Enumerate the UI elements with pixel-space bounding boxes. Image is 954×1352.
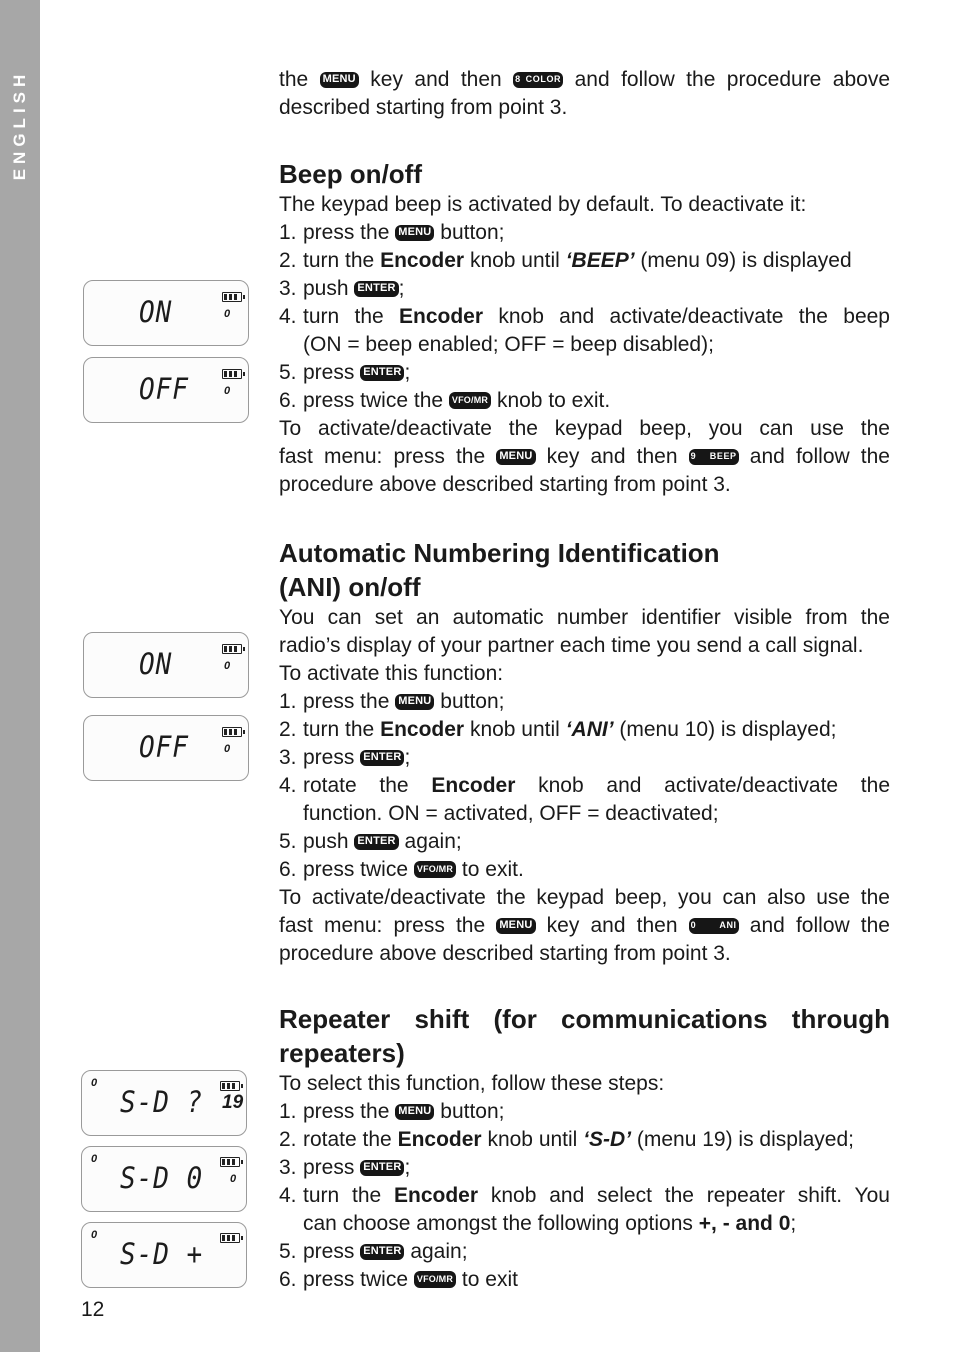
lcd-text: S-D ? (120, 1085, 204, 1119)
repeater-heading-line-1: Repeater shift (for communications through (279, 1004, 890, 1034)
menu-key-icon: MENU (395, 694, 434, 710)
beep-key-icon: 9 BEEP (689, 449, 739, 465)
lcd-indicator: 0 (230, 1173, 237, 1185)
enter-key-icon: ENTER (360, 1244, 404, 1260)
beep-step-1: 1. press the MENU button; (279, 221, 505, 244)
menu-key-icon: MENU (496, 918, 535, 934)
repeater-step-2: 2. rotate the Encoder knob until ‘S-D’ (menu 19) is displayed; (279, 1128, 854, 1151)
beep-step-4: 4. turn the Encoder knob and activate/deactivate the beep (ON = beep enabled; OFF = beep disabled); (279, 305, 890, 356)
ani-step-4: 4. rotate the Encoder knob and activate/deactivate the function. ON = activated, OFF = deactivated; (279, 774, 890, 825)
ani-fast-line-3: procedure above described starting from point 3. (279, 942, 731, 965)
lcd-indicator: 0 (91, 1229, 98, 1241)
repeater-heading-line-2: repeaters) (279, 1038, 405, 1068)
battery-icon (222, 727, 242, 737)
enter-key-icon: ENTER (354, 281, 398, 297)
lcd-text: S-D + (120, 1237, 204, 1271)
ani-fast-line-1: To activate/deactivate the keypad beep, you can also use the (279, 886, 890, 909)
ani-key-icon: 0 ANI (689, 918, 739, 934)
lcd-sd-zero (81, 1146, 247, 1212)
beep-fast-line-1: To activate/deactivate the keypad beep, you can use the (279, 417, 890, 440)
repeater-step-5: 5. press ENTER again; (279, 1240, 468, 1263)
lcd-ani-on (83, 632, 249, 698)
battery-icon (222, 292, 242, 302)
color-key-icon: 8 COLOR (513, 72, 563, 88)
menu-key-icon: MENU (395, 1104, 434, 1120)
lcd-indicator: 0 (91, 1077, 98, 1089)
beep-heading: Beep on/off (279, 159, 422, 189)
beep-intro: The keypad beep is activated by default. To deactivate it: (279, 193, 807, 216)
beep-step-3: 3. push ENTER ; (279, 277, 405, 300)
menu-key-icon: MENU (320, 72, 359, 88)
vfo-mr-key-icon: VFO/MR (449, 392, 491, 409)
lcd-ani-off (83, 715, 249, 781)
beep-step-6: 6. press twice the VFO/MR knob to exit. (279, 389, 611, 412)
ani-step-2: 2. turn the Encoder knob until ‘ANI’ (menu 10) is displayed; (279, 718, 837, 741)
ani-para-line-2: radio’s display of your partner each time you send a call signal. (279, 634, 864, 657)
lcd-indicator: 0 (224, 743, 231, 755)
lcd-text: S-D 0 (120, 1161, 204, 1195)
lcd-text: ON (139, 647, 173, 681)
ani-para-line-3: To activate this function: (279, 662, 504, 685)
repeater-step-3: 3. press ENTER ; (279, 1156, 411, 1179)
beep-step-2: 2. turn the Encoder knob until ‘BEEP’ (menu 09) is displayed (279, 249, 852, 272)
intro-line-2: described starting from point 3. (279, 96, 568, 119)
beep-section (279, 157, 890, 499)
enter-key-icon: ENTER (360, 365, 404, 381)
lcd-sd-plus (81, 1222, 247, 1288)
lcd-indicator: 0 (224, 660, 231, 672)
lcd-indicator: 0 (91, 1153, 98, 1165)
lcd-indicator: 0 (224, 308, 231, 320)
battery-icon (220, 1081, 240, 1091)
ani-step-6: 6. press twice VFO/MR to exit. (279, 858, 524, 881)
beep-fast-line-3: procedure above described starting from point 3. (279, 473, 731, 496)
enter-key-icon: ENTER (360, 750, 404, 766)
lcd-channel-number: 19 (222, 1092, 244, 1113)
beep-fast-line-2: fast menu: press the MENU key and then 9 BEEP and follow the (279, 445, 890, 468)
lcd-text: ON (139, 295, 173, 329)
ani-fast-line-2: fast menu: press the MENU key and then 0 ANI and follow the (279, 914, 890, 937)
lcd-sd-menu (81, 1070, 247, 1136)
battery-icon (220, 1233, 240, 1243)
beep-step-5: 5. press ENTER ; (279, 361, 411, 384)
enter-key-icon: ENTER (360, 1160, 404, 1176)
ani-heading-line-1: Automatic Numbering Identification (279, 538, 720, 568)
lcd-beep-on (83, 280, 249, 346)
ani-para-line-1: You can set an automatic number identifier visible from the (279, 606, 890, 629)
battery-icon (222, 369, 242, 379)
sidebar-band (0, 0, 40, 1352)
repeater-section (279, 1002, 890, 1294)
repeater-step-4: 4. turn the Encoder knob and select the repeater shift. You can choose amongst the following options +, - and 0; (279, 1184, 890, 1235)
lcd-beep-off (83, 357, 249, 423)
enter-key-icon: ENTER (354, 834, 398, 850)
menu-key-icon: MENU (496, 449, 535, 465)
vfo-mr-key-icon: VFO/MR (414, 861, 456, 878)
ani-step-3: 3. press ENTER ; (279, 746, 411, 769)
page-number: 12 (81, 1298, 105, 1321)
repeater-intro: To select this function, follow these steps: (279, 1072, 665, 1095)
battery-icon (222, 644, 242, 654)
ani-section (279, 536, 890, 968)
ani-step-1: 1. press the MENU button; (279, 690, 505, 713)
repeater-step-1: 1. press the MENU button; (279, 1100, 505, 1123)
menu-key-icon: MENU (395, 225, 434, 241)
ani-step-5: 5. push ENTER again; (279, 830, 462, 853)
intro-line-1: the MENU key and then 8 COLOR and follow the procedure above (279, 68, 891, 91)
lcd-text: OFF (139, 372, 189, 406)
intro-block (279, 66, 890, 122)
lcd-indicator: 0 (224, 385, 231, 397)
sidebar-language-label: ENGLISH (10, 69, 29, 181)
lcd-text: OFF (139, 730, 189, 764)
ani-heading-line-2: (ANI) on/off (279, 572, 421, 602)
vfo-mr-key-icon: VFO/MR (414, 1271, 456, 1288)
battery-icon (220, 1157, 240, 1167)
repeater-step-6: 6. press twice VFO/MR to exit (279, 1268, 518, 1291)
